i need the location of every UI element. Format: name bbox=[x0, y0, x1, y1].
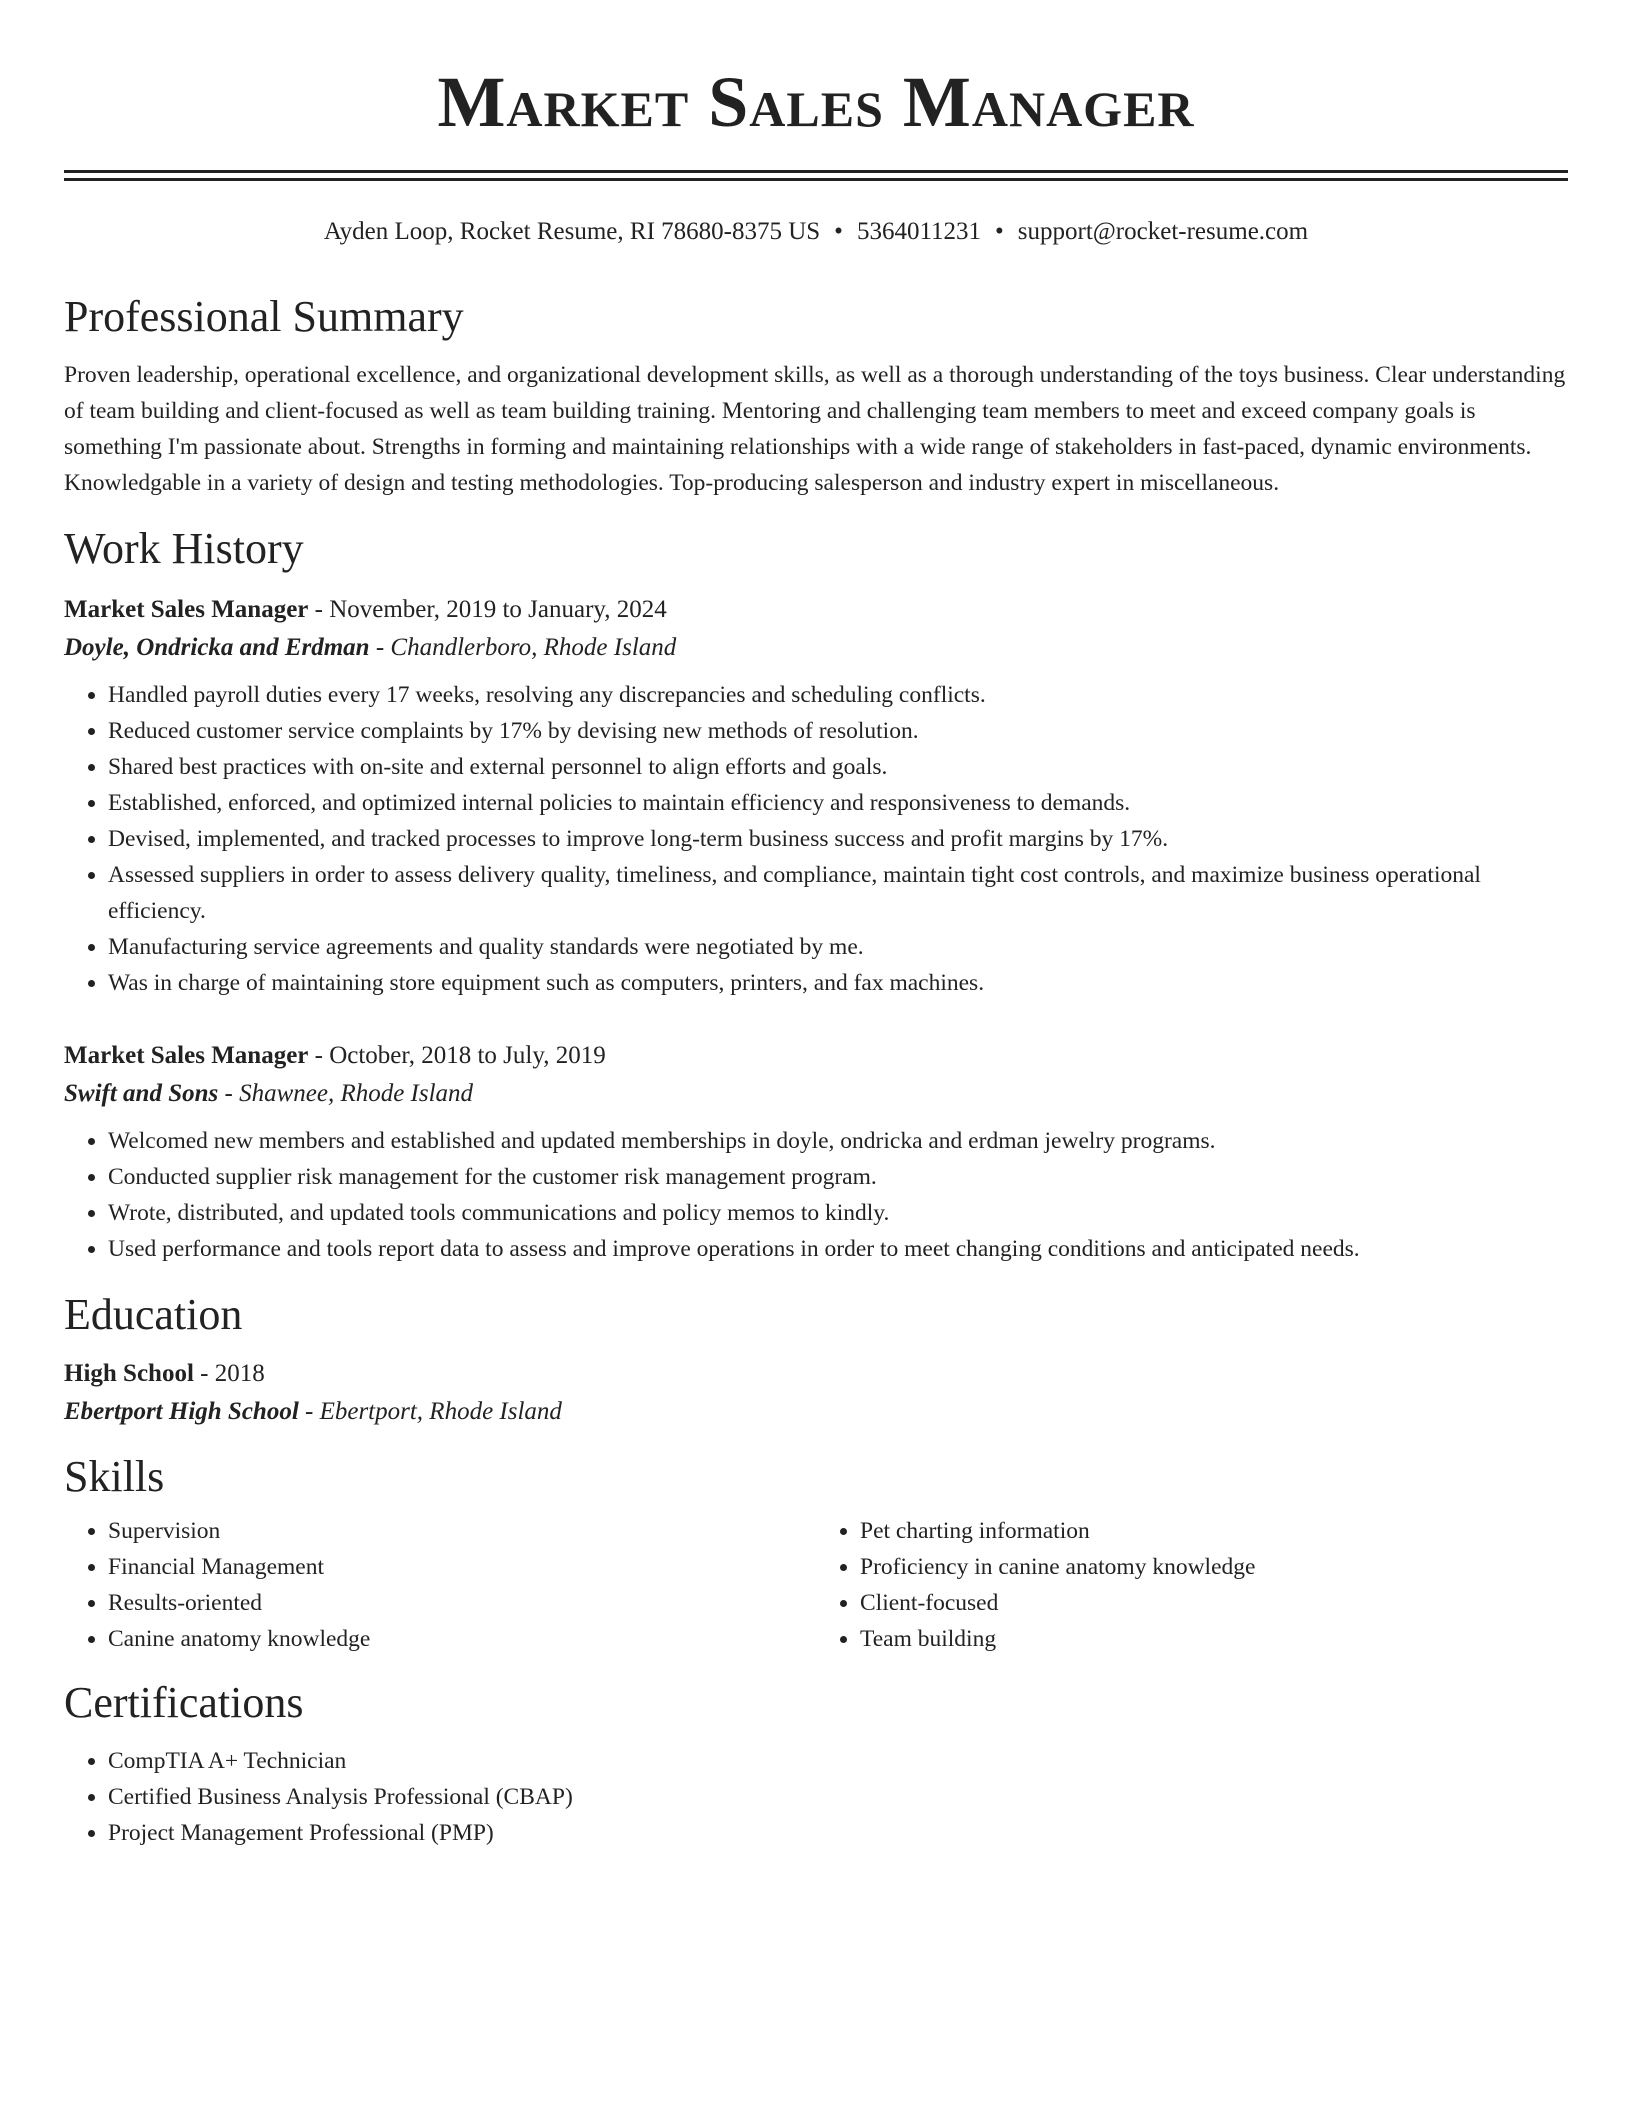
education-location: - Ebertport, Rhode Island bbox=[298, 1398, 562, 1425]
contact-phone: 5364011231 bbox=[856, 218, 982, 245]
job-bullet: • Wrote, distributed, and updated tools communications and policy memos to kindly. bbox=[108, 1195, 1568, 1231]
contact-separator: • bbox=[834, 218, 843, 245]
job-entry bbox=[64, 591, 1568, 1001]
certification-item: • Project Management Professional (PMP) bbox=[108, 1815, 1568, 1851]
summary-heading: Professional Summary bbox=[64, 292, 464, 341]
job-bullet: • Assessed suppliers in order to assess delivery quality, timeliness, and compliance, maintain tight cost controls, and maximize business operational efficiency. bbox=[108, 857, 1568, 929]
certifications-heading: Certifications bbox=[64, 1678, 304, 1727]
title-rule-bottom bbox=[64, 178, 1568, 181]
certifications-section bbox=[64, 1675, 1568, 1851]
job-bullet: • Handled payroll duties every 17 weeks, resolving any discrepancies and scheduling conflicts. bbox=[108, 677, 1568, 713]
job-location: - Shawnee, Rhode Island bbox=[218, 1080, 474, 1107]
job-bullets bbox=[64, 1123, 1568, 1267]
job-org-line bbox=[64, 1075, 1568, 1113]
skill-item: • Pet charting information bbox=[860, 1513, 1568, 1549]
skill-item: • Canine anatomy knowledge bbox=[108, 1621, 816, 1657]
contact-email: support@rocket-resume.com bbox=[1017, 218, 1309, 245]
education-degree-line bbox=[64, 1355, 1568, 1393]
skills-column-left bbox=[64, 1513, 816, 1657]
job-bullet: • Conducted supplier risk management for the customer risk management program. bbox=[108, 1159, 1568, 1195]
job-bullet: • Used performance and tools report data to assess and improve operations in order to meet changing conditions and anticipated needs. bbox=[108, 1231, 1568, 1267]
job-title: Market Sales Manager bbox=[64, 596, 309, 623]
contact-separator: • bbox=[995, 218, 1004, 245]
skill-item: • Team building bbox=[860, 1621, 1568, 1657]
job-org-line bbox=[64, 629, 1568, 667]
skill-item: • Proficiency in canine anatomy knowledge bbox=[860, 1549, 1568, 1585]
job-company: Doyle, Ondricka and Erdman bbox=[64, 634, 370, 661]
certification-item: • CompTIA A+ Technician bbox=[108, 1743, 1568, 1779]
job-bullet: • Reduced customer service complaints by 17% by devising new methods of resolution. bbox=[108, 713, 1568, 749]
summary-section bbox=[64, 289, 1568, 501]
job-bullet: • Welcomed new members and established and updated memberships in doyle, ondricka and erdman jewelry programs. bbox=[108, 1123, 1568, 1159]
skill-item: • Client-focused bbox=[860, 1585, 1568, 1621]
job-entry bbox=[64, 1037, 1568, 1267]
education-year: - 2018 bbox=[193, 1360, 265, 1387]
education-entry bbox=[64, 1355, 1568, 1431]
certifications-list bbox=[64, 1743, 1568, 1851]
job-dates: - October, 2018 to July, 2019 bbox=[308, 1042, 606, 1069]
resume-title: Market Sales Manager bbox=[437, 62, 1195, 142]
job-bullet: • Devised, implemented, and tracked processes to improve long-term business success and profit margins by 17%. bbox=[108, 821, 1568, 857]
job-location: - Chandlerboro, Rhode Island bbox=[369, 634, 677, 661]
job-dates: - November, 2019 to January, 2024 bbox=[308, 596, 667, 623]
skill-item: • Financial Management bbox=[108, 1549, 816, 1585]
skills-column-right bbox=[816, 1513, 1568, 1657]
job-bullets bbox=[64, 677, 1568, 1001]
education-degree: High School bbox=[64, 1360, 194, 1387]
job-bullet: • Shared best practices with on-site and external personnel to align efforts and goals. bbox=[108, 749, 1568, 785]
skill-item: • Supervision bbox=[108, 1513, 816, 1549]
contact-address: Ayden Loop, Rocket Resume, RI 78680-8375 US bbox=[323, 218, 821, 245]
education-school-line bbox=[64, 1393, 1568, 1431]
contact-line bbox=[64, 215, 1568, 249]
education-heading: Education bbox=[64, 1290, 243, 1339]
certification-item: • Certified Business Analysis Professional (CBAP) bbox=[108, 1779, 1568, 1815]
work-history-heading: Work History bbox=[64, 524, 304, 573]
job-bullet: • Manufacturing service agreements and quality standards were negotiated by me. bbox=[108, 929, 1568, 965]
title-rule-top bbox=[64, 170, 1568, 173]
job-bullet: • Was in charge of maintaining store equipment such as computers, printers, and fax machines. bbox=[108, 965, 1568, 1001]
job-title: Market Sales Manager bbox=[64, 1042, 309, 1069]
job-company: Swift and Sons bbox=[64, 1080, 219, 1107]
summary-text: Proven leadership, operational excellence, and organizational development skills, as well as a thorough understanding of the toys business. Clear understanding of team building and client-focused as well as team building training. Mentoring and challenging team members to meet and exceed company goals is something I'm passionate about. Strengths in forming and maintaining relationships with a wide range of stakeholders in fast-paced, dynamic environments. Knowledgable in a variety of design and testing methodologies. Top-producing salesperson and industry expert in miscellaneous. bbox=[64, 362, 1566, 496]
job-role-line bbox=[64, 591, 1568, 629]
skill-item: • Results-oriented bbox=[108, 1585, 816, 1621]
work-history-section bbox=[64, 521, 1568, 1267]
job-role-line bbox=[64, 1037, 1568, 1075]
job-bullet: • Established, enforced, and optimized internal policies to maintain efficiency and responsiveness to demands. bbox=[108, 785, 1568, 821]
skills-heading: Skills bbox=[64, 1452, 165, 1501]
education-school: Ebertport High School bbox=[64, 1398, 299, 1425]
skills-grid bbox=[64, 1513, 1568, 1657]
skills-section bbox=[64, 1449, 1568, 1657]
education-section bbox=[64, 1287, 1568, 1431]
